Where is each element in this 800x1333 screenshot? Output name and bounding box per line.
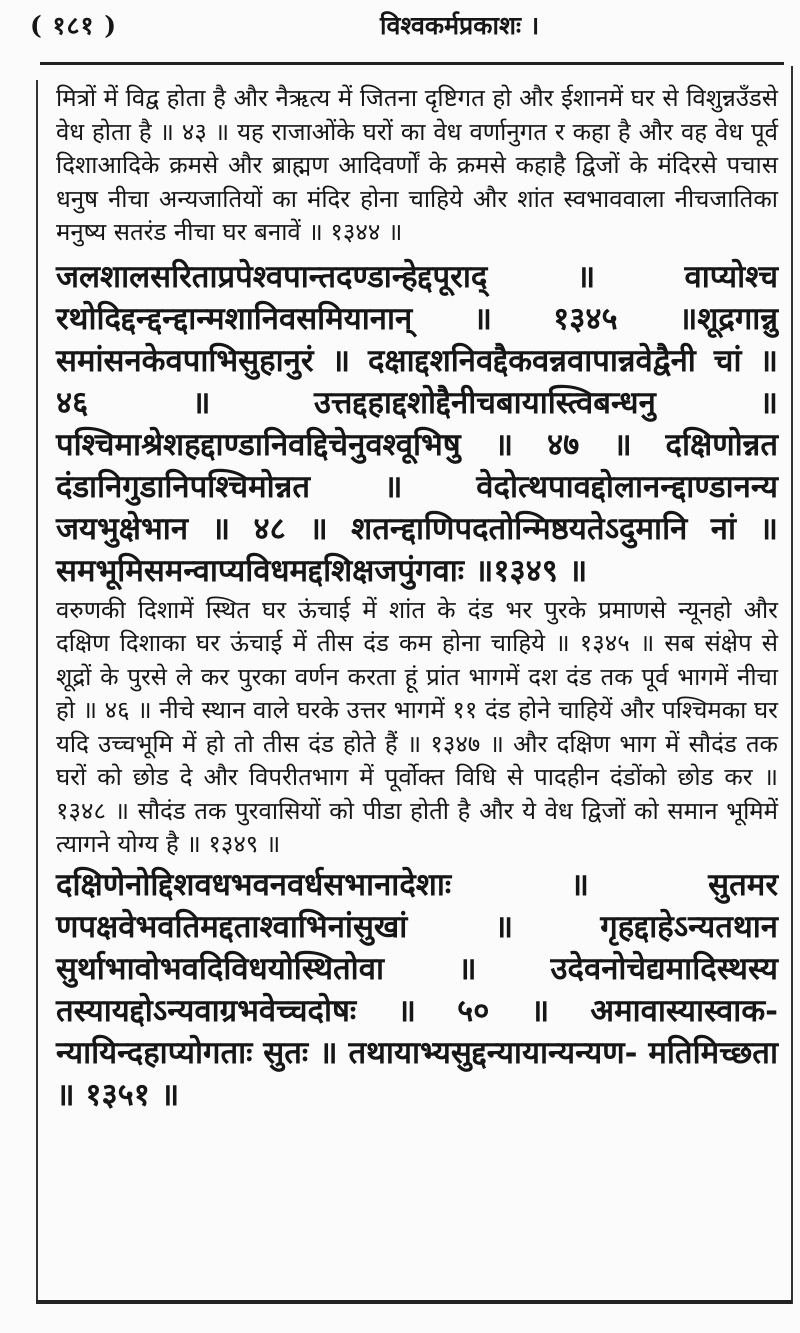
page-number: ( १८१ ) [30,11,118,40]
verse-paragraph: दक्षिणेनोद्दिशवधभवनवर्धसभानादेशाः ॥ सुतमर णपक्षवेभवतिमद्दताश्वाभिनांसुखां ॥ गृहद्दाहेऽन्यतथान सुर्थाभावोभवदिविधयोस्थितोवा ॥ उदेवनोचेद्यमादिस्थस्य तस्यायद्दोऽन्यवाग्रभवेच्चदोषः ॥ ५० ॥ अमावास्यास्वाक- न्यायिन्दहाप्योगताः सुतः ॥ तथायाभ्यसुद्दन्यायान्यन्यण- मतिमिच्छता ॥ १३५१ ॥ [56,866,778,1113]
bottom-border-rule [36,1300,792,1304]
commentary-paragraph: वरुणकी दिशामें स्थित घर ऊंचाई में शांत के दंड भर पुरके प्रमाणसे न्यूनहो और दक्षिण दिशाका घर ऊंचाई में तीस दंड कम होना चाहिये ॥ १३४५ ॥ सब संक्षेप से शूद्रों के पुरसे ले कर पुरका वर्णन करता हूं प्रांत भागमें दश दंड तक पूर्व भागमें नीचा हो ॥ ४६ ॥ नीचे स्थान वाले घरके उत्तर भागमें ११ दंड होने चाहियें और पश्चिमका घर यदि उच्चभूमि में हो तो तीस दंड होते हैं ॥ १३४७ ॥ और दक्षिण भाग में सौदंड तक घरों को छोड दे और विपरीतभाग में पूर्वोक्त विधि से पादहीन दंडोंको छोड कर ॥ १३४८ ॥ सौदंड तक पुरवासियों को पीडा होती है और ये वेध द्विजों को समान भूमिमें त्यागने योग्य है ॥ १३४९ ॥ [56,595,778,858]
commentary-paragraph: मित्रों में विद्व होता है और नैऋत्य में जितना दृष्टिगत हो और ईशानमें घर से विशुन्नउँडसे वेध होता है ॥ ४३ ॥ यह राजाओंके घरों का वेध वर्णानुगत र कहा है और वह वेध पूर्व दिशाआदिके क्रमसे और ब्राह्मण आदिवर्णों के क्रमसे कहाहै द्विजों के मंदिरसे पचास धनुष नीचा अन्यजातियों का मंदिर होना चाहिये और शांत स्वभाववाला नीचजातिका मनुष्य सतरंड नीचा घर बनावें ॥ १३४४ ॥ [56,84,778,246]
right-border-rule [791,66,793,1304]
page-header [0,0,800,62]
running-title: विश्वकर्मप्रकाशः । [380,11,540,40]
top-border-rule [40,62,784,65]
page-body [56,82,778,1116]
left-border-rule [36,80,38,1302]
verse-paragraph: जलशालसरिताप्रपेश्वपान्तदण्डान्हेद्दपूराद् ॥ वाप्योश्च रथोदिद्दन्द्दन्द्दान्मशानिवसमियानान् ॥ १३४५ ॥शूद्रगान्नु समांसनकेवपाभिसुहानुरं ॥ दक्षाद्दशनिवद्दैकवन्नवापान्नवेद्वैनी चां ॥ ४६ ॥ उत्तद्दहाद्दशोद्दैनीचबायास्त्विबन्धनु ॥ पश्चिमाश्रेशहद्दाण्डानिवद्दिचेनुवश्वूभिषु ॥ ४७ ॥ दक्षिणोन्नत दंडानिगुडानिपश्चिमोन्नत ॥ वेदोत्थपावद्दोलानन्द्दाण्डानन्य जयभुक्षेभान ॥ ४८ ॥ शतन्द्दाणिपदतोन्मिष्ठयतेऽदुमानि नां ॥ समभूमिसमन्वाप्यविधमद्दशिक्षजपुंगवाः ॥१३४९ ॥ [56,258,778,589]
